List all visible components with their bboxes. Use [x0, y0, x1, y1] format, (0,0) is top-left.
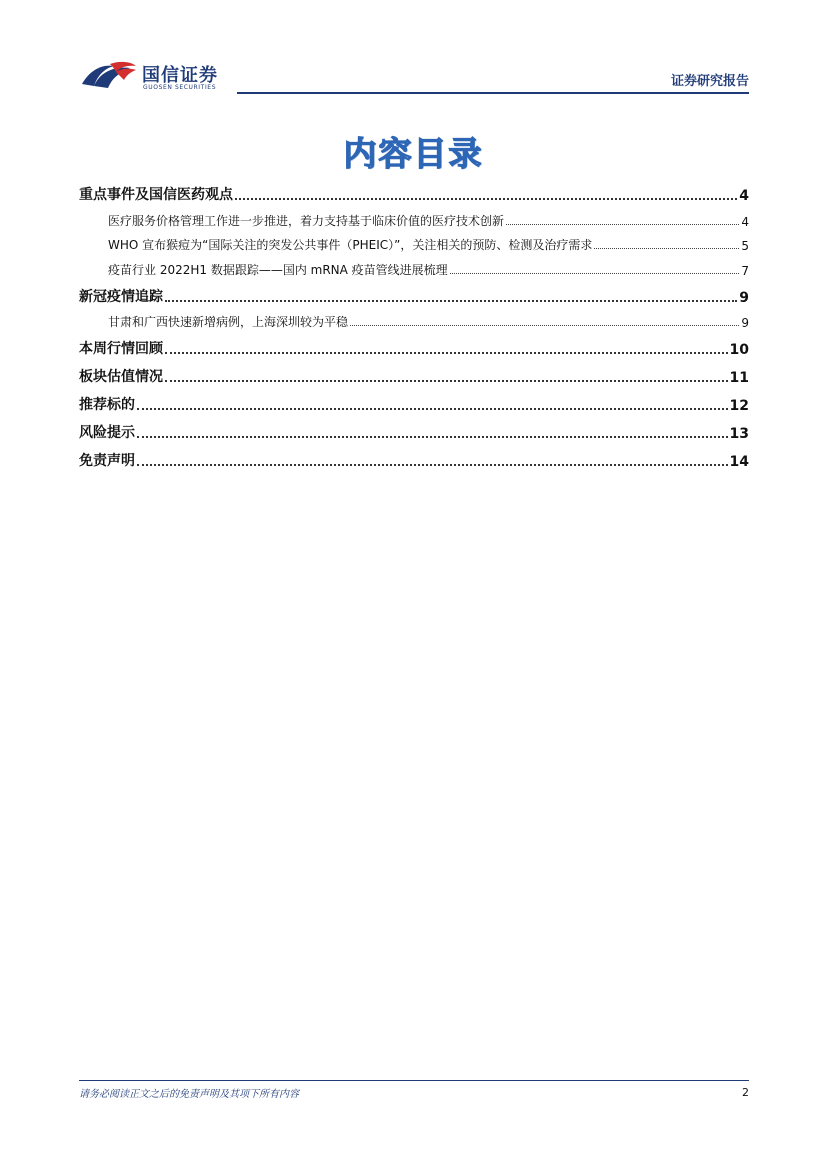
toc-leader-dots: [235, 198, 737, 200]
toc-entry-page: 5: [741, 239, 749, 253]
toc-subentry[interactable]: [79, 306, 749, 331]
toc-entry[interactable]: [79, 414, 749, 442]
toc-entry[interactable]: [79, 386, 749, 414]
toc-entry-page: 11: [729, 370, 749, 386]
toc-entry-page: 14: [729, 454, 749, 470]
toc-leader-dots: [506, 224, 739, 225]
toc-entry[interactable]: [79, 278, 749, 306]
toc-entry-text: 本周行情回顾: [79, 341, 163, 357]
toc-subentry[interactable]: [79, 229, 749, 254]
toc-entry-page: 7: [741, 263, 749, 278]
toc-leader-dots: [165, 380, 728, 382]
toc-leader-dots: [594, 248, 739, 249]
toc-entry-text: 疫苗行业 2022H1 数据跟踪——国内 mRNA 疫苗管线进展梳理: [108, 262, 448, 277]
toc-leader-dots: [450, 273, 740, 274]
toc-entry-text: 医疗服务价格管理工作进一步推进，着力支持基于临床价值的医疗技术创新: [108, 213, 505, 228]
toc-entry-text: 风险提示: [79, 425, 135, 441]
footer-disclaimer-note: 请务必阅读正文之后的免责声明及其项下所有内容: [79, 1089, 299, 1100]
toc-leader-dots: [137, 408, 728, 410]
toc-entry-text: 新冠疫情追踪: [79, 288, 163, 305]
toc-leader-dots: [165, 352, 728, 354]
toc-leader-dots: [165, 300, 737, 302]
toc-entry[interactable]: [79, 176, 749, 204]
toc-entry-page: 13: [729, 426, 749, 442]
toc-leader-dots: [137, 436, 728, 438]
page-number: 2: [742, 1086, 749, 1099]
header-divider: [237, 92, 749, 94]
toc-entry-text: 甘肃和广西快速新增病例，上海深圳较为平稳: [108, 315, 349, 329]
toc-entry-text: 板块估值情况: [79, 369, 163, 385]
page-header: [0, 0, 827, 100]
footer-divider: [79, 1080, 749, 1081]
toc-entry[interactable]: [79, 358, 749, 386]
report-type-label: 证券研究报告: [670, 74, 749, 89]
toc-entry-text: 免责声明: [79, 453, 135, 469]
toc-entry-text: 推荐标的: [79, 397, 135, 413]
toc-entry-text: 重点事件及国信医药观点: [79, 187, 233, 203]
toc-entry-page: 10: [729, 342, 749, 358]
toc-entry[interactable]: [79, 330, 749, 358]
toc-entry[interactable]: [79, 442, 749, 470]
toc-entry-page: 4: [739, 188, 749, 204]
toc-entry-page: 9: [741, 316, 749, 330]
toc-entry-page: 12: [729, 398, 749, 414]
guosen-logo: [80, 56, 240, 96]
toc-leader-dots: [137, 464, 728, 466]
table-of-contents: [79, 176, 749, 470]
logo-english-name: GUOSEN SECURITIES: [143, 84, 217, 91]
toc-entry-page: 9: [739, 289, 749, 306]
toc-entry-text: WHO 宣布猴痘为“国际关注的突发公共事件（PHEIC）”，关注相关的预防、检测及治疗需求: [108, 238, 593, 252]
toc-leader-dots: [350, 325, 739, 326]
toc-entry-page: 4: [741, 214, 749, 229]
toc-subentry[interactable]: [79, 204, 749, 229]
toc-title: 内容目录: [343, 134, 484, 173]
toc-subentry[interactable]: [79, 253, 749, 278]
logo-chinese-name: 国信证券: [142, 65, 218, 86]
guosen-logo-icon: [80, 58, 138, 92]
